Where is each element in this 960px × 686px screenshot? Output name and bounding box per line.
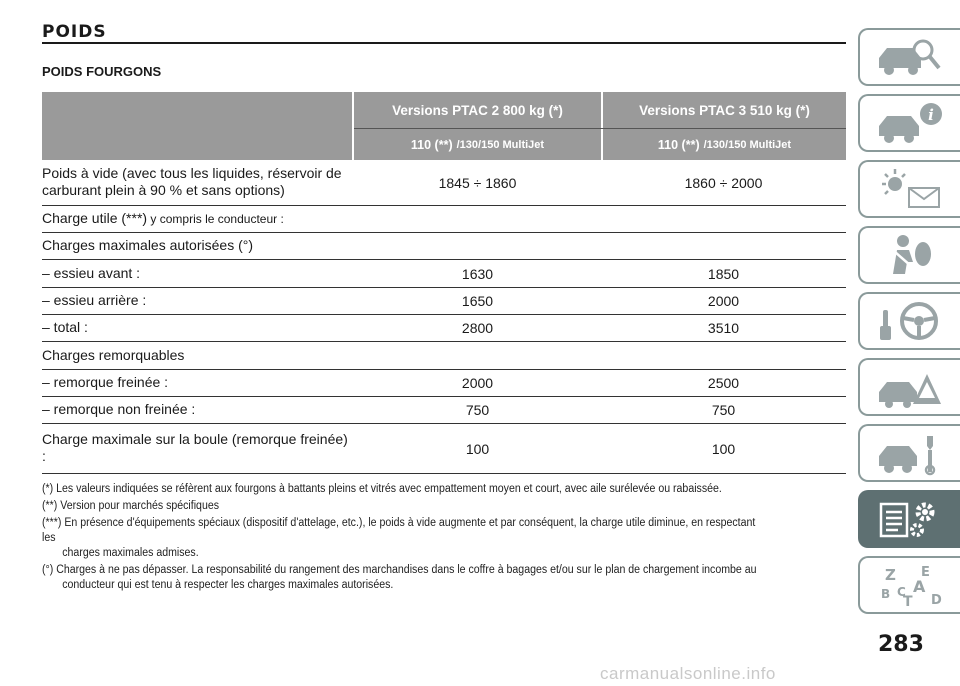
index-letter: D [931, 593, 942, 608]
table-row [42, 397, 846, 424]
table-row [42, 342, 846, 370]
table-row [42, 160, 846, 206]
table-row [42, 260, 846, 288]
index-letter: E [921, 565, 930, 580]
table-row [42, 424, 846, 474]
row-label: – remorque freinée : [42, 374, 169, 390]
footnotes [42, 482, 760, 595]
row-label: Poids à vide (avec tous les liquides, réservoir de carburant plein à 90 % et sans options) [42, 165, 342, 198]
row-label: – remorque non freinée : [42, 401, 196, 417]
header-col2-sub-main: 110 (**) [657, 137, 700, 152]
row-value-col1: 2800 [461, 320, 494, 336]
table-row [42, 288, 846, 315]
footnote: (***) En présence d'équipements spéciaux (dispositif d'attelage, etc.), le poids à vide augmente et par conséquent, la charge utile diminue, en respectant les charges maximales admises. [42, 517, 756, 559]
row-label: – essieu arrière : [42, 292, 147, 308]
tab-dashboard[interactable] [858, 28, 960, 86]
tab-warning-lights[interactable] [858, 160, 960, 218]
row-label: – total : [42, 319, 88, 335]
row-value-col1: 2000 [461, 375, 494, 391]
row-value-col1: 1630 [461, 265, 494, 282]
header-col2-sub-small: /130/150 MultiJet [703, 138, 792, 151]
row-value-col1: 1845 ÷ 1860 [438, 174, 517, 191]
footnote: (°) Charges à ne pas dépasser. La responsabilité du rangement des marchandises dans le coffre à bagages et/ou sur le plan de chargement incombe au conducteur qui est tenu à respecter les charges maximales autorisées. [42, 564, 757, 591]
row-value-col1: 100 [465, 440, 490, 457]
row-label: – essieu avant : [42, 264, 141, 281]
car-info-icon [873, 100, 947, 146]
row-label: Charge utile (***) y compris le conducteur : [42, 210, 284, 226]
tab-maintenance[interactable] [858, 424, 960, 482]
header-col1-sub-small: /130/150 MultiJet [456, 138, 545, 151]
breakdown-icon [873, 364, 947, 410]
index-icon [873, 562, 947, 608]
table-row [42, 233, 846, 260]
watermark: carmanualsonline.info [600, 664, 776, 683]
row-value-col2: 100 [711, 440, 736, 457]
tab-index[interactable] [858, 556, 960, 614]
index-letter: T [903, 594, 913, 608]
header-col1-title: Versions PTAC 2 800 kg (*) [354, 92, 601, 128]
car-maintenance-icon [873, 430, 947, 476]
weights-table [42, 92, 846, 474]
index-letter: A [913, 577, 926, 596]
row-value-col2: 1860 ÷ 2000 [684, 174, 763, 191]
title-rule [42, 42, 846, 44]
row-label: Charges maximales autorisées (°) [42, 237, 254, 253]
header-col2-title: Versions PTAC 3 510 kg (*) [603, 92, 846, 128]
section-title: POIDS [42, 22, 107, 42]
row-value-col2: 2500 [707, 375, 740, 391]
table-row [42, 206, 846, 233]
row-value-col1: 1650 [461, 293, 494, 309]
row-label: Charge maximale sur la boule (remorque freinée) : [42, 431, 348, 464]
index-letter: C [897, 585, 906, 599]
index-letter: B [881, 587, 891, 601]
index-letter: Z [885, 566, 896, 584]
row-label: Charges remorquables [42, 346, 185, 363]
row-value-col2: 2000 [707, 293, 740, 309]
tab-emergency[interactable] [858, 358, 960, 416]
page-number: 283 [878, 632, 924, 657]
header-blank-cell [42, 92, 352, 160]
car-search-icon [873, 34, 947, 80]
header-col1-sub-main: 110 (**) [410, 137, 453, 152]
row-value-col2: 1850 [707, 265, 740, 282]
tab-starting-driving[interactable] [858, 292, 960, 350]
row-value-col1: 750 [465, 402, 490, 418]
specifications-icon [873, 496, 947, 542]
warning-lights-icon [873, 166, 947, 212]
table-row [42, 315, 846, 342]
svg-text:i: i [928, 106, 934, 124]
tab-safety-info[interactable] [858, 94, 960, 152]
row-value-col2: 3510 [707, 320, 740, 336]
steering-wheel-icon [873, 298, 947, 344]
footnote: (*) Les valeurs indiquées se réfèrent aux fourgons à battants pleins et vitrés avec empattement moyen et court, avec aile surélevée ou rabaissée. [42, 483, 722, 495]
tab-safety[interactable] [858, 226, 960, 284]
row-value-col2: 750 [711, 402, 736, 418]
header-col2-sub [603, 129, 846, 160]
footnote: (**) Version pour marchés spécifiques [42, 500, 220, 512]
airbag-safety-icon [873, 232, 947, 278]
table-row [42, 370, 846, 397]
chapter-sidebar [858, 28, 960, 622]
header-col1-sub [354, 129, 601, 160]
table-header [42, 92, 846, 160]
tab-specifications[interactable] [858, 490, 960, 548]
subtitle: POIDS FOURGONS [42, 64, 162, 79]
